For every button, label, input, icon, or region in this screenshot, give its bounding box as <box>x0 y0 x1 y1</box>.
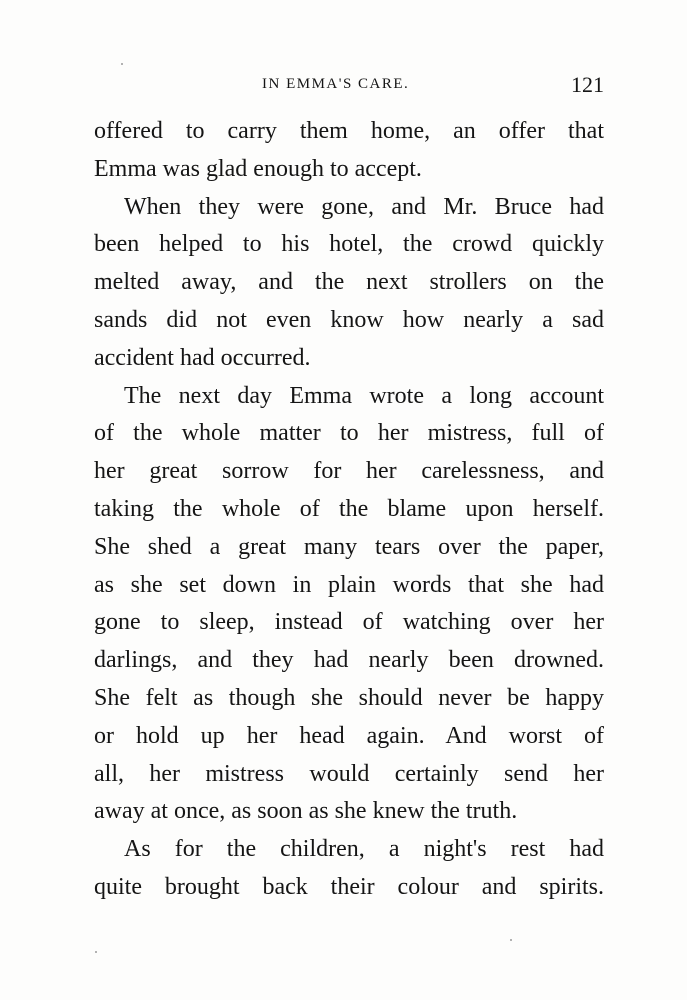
text-line: taking the whole of the blame upon herself. <box>94 495 604 522</box>
text-line: sands did not even know how nearly a sad <box>94 306 604 333</box>
text-line: She shed a great many tears over the paper, <box>94 533 604 560</box>
text-line: away at once, as soon as she knew the truth. <box>94 798 518 825</box>
text-line: Emma was glad enough to accept. <box>94 155 422 182</box>
text-line: been helped to his hotel, the crowd quickly <box>94 231 604 258</box>
body-text <box>94 113 604 907</box>
page-number: 121 <box>571 72 604 97</box>
text-line: quite brought back their colour and spirits. <box>94 873 604 900</box>
text-line: She felt as though she should never be happy <box>94 684 604 711</box>
text-line: accident had occurred. <box>94 344 311 371</box>
chapter-running-title: IN EMMA'S CARE. <box>262 76 410 92</box>
text-line: offered to carry them home, an offer that <box>94 118 604 144</box>
text-line: melted away, and the next strollers on the <box>94 269 604 296</box>
text-line: her great sorrow for her carelessness, and <box>94 458 604 485</box>
text-line: As for the children, a night's rest had <box>124 836 604 863</box>
text-line: gone to sleep, instead of watching over her <box>94 609 604 636</box>
paper-speck <box>121 63 123 65</box>
text-line: as she set down in plain words that she had <box>94 571 604 598</box>
paper-speck <box>510 939 512 941</box>
text-line: all, her mistress would certainly send her <box>94 760 604 787</box>
text-line: or hold up her head again. And worst of <box>94 722 604 749</box>
paper-speck <box>95 951 97 953</box>
running-head <box>94 72 604 102</box>
text-line: The next day Emma wrote a long account <box>124 382 604 409</box>
text-line: darlings, and they had nearly been drowned. <box>94 647 604 674</box>
text-line: of the whole matter to her mistress, full of <box>94 420 604 447</box>
text-line: When they were gone, and Mr. Bruce had <box>124 193 604 220</box>
